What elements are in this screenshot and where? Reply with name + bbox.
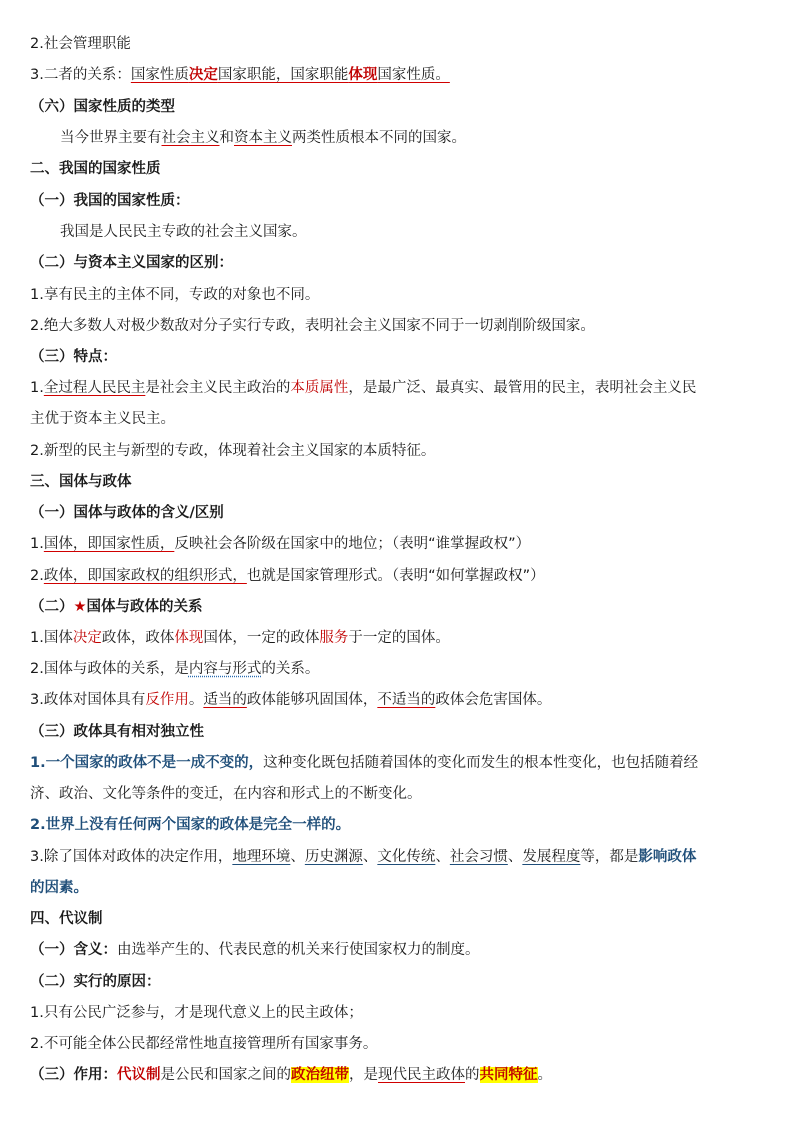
- line-zhengti: 2.政体，即国家政权的组织形式，也就是国家管理形式。（表明“如何掌握政权”）: [30, 568, 545, 584]
- line-reason-2: 2.不可能全体公民都经常性地直接管理所有国家事务。: [30, 1036, 378, 1052]
- line-difference-1: 1.享有民主的主体不同，专政的对象也不同。: [30, 287, 320, 303]
- line-features-2: 2.新型的民主与新型的专政，体现着社会主义国家的本质特征。: [30, 443, 436, 459]
- heading-relationship: （二）★国体与政体的关系: [30, 599, 203, 615]
- line-social-management: 2.社会管理职能: [30, 36, 131, 52]
- line-our-state: 我国是人民民主专政的社会主义国家。: [60, 224, 307, 240]
- line-relationship-2: 2.国体与政体的关系，是内容与形式的关系。: [30, 661, 320, 677]
- line-relationship-1: 1.国体决定政体，政体体现国体，一定的政体服务于一定的国体。: [30, 630, 450, 646]
- star-icon: ★: [73, 599, 87, 615]
- heading-section-three: 三、国体与政体: [30, 474, 132, 490]
- heading-section-four: 四、代议制: [30, 911, 103, 927]
- line-independence-1: 1.一个国家的政体不是一成不变的，这种变化既包括随着国体的变化而发生的根本性变化，也包括随着经: [30, 755, 699, 771]
- line-independence-2: 2.世界上没有任何两个国家的政体是完全一样的。: [30, 817, 351, 833]
- line-reason-1: 1.只有公民广泛参与，才是现代意义上的民主政体；: [30, 1005, 363, 1021]
- line-function: （三）作用：代议制是公民和国家之间的政治纽带，是现代民主政体的共同特征。: [30, 1067, 552, 1083]
- line-independence-3-cont: 的因素。: [30, 880, 88, 896]
- line-difference-2: 2.绝大多数人对极少数敌对分子实行专政，表明社会主义国家不同于一切剥削阶级国家。: [30, 318, 595, 334]
- line-two-types: 当今世界主要有社会主义和资本主义两类性质根本不同的国家。: [60, 130, 466, 146]
- heading-reasons: （二）实行的原因：: [30, 974, 161, 990]
- heading-meaning-difference: （一）国体与政体的含义/区别: [30, 505, 224, 521]
- line-independence-1-cont: 济、政治、文化等条件的变迁，在内容和形式上的不断变化。: [30, 786, 422, 802]
- heading-section-two: 二、我国的国家性质: [30, 161, 161, 177]
- heading-relative-independence: （三）政体具有相对独立性: [30, 724, 204, 740]
- line-features-1: 1.全过程人民民主是社会主义民主政治的本质属性，是最广泛、最真实、最管用的民主，表明社会主义民: [30, 380, 697, 396]
- line-meaning: （一）含义：由选举产生的、代表民意的机关来行使国家权力的制度。: [30, 942, 480, 958]
- line-guoti: 1.国体，即国家性质，反映社会各阶级在国家中的地位；（表明“谁掌握政权”）: [30, 536, 531, 552]
- heading-features: （三）特点：: [30, 349, 117, 365]
- line-relationship-3: 3.政体对国体具有反作用。适当的政体能够巩固国体，不适当的政体会危害国体。: [30, 692, 552, 708]
- line-relationship: 3.二者的关系：国家性质决定国家职能，国家职能体现国家性质。: [30, 67, 450, 83]
- line-independence-3: 3.除了国体对政体的决定作用，地理环境、历史渊源、文化传统、社会习惯、发展程度等，都是影响政体: [30, 849, 697, 865]
- heading-difference: （二）与资本主义国家的区别：: [30, 255, 233, 271]
- line-features-1-cont: 主优于资本主义民主。: [30, 411, 175, 427]
- heading-our-state-nature: （一）我国的国家性质：: [30, 193, 190, 209]
- heading-state-nature-types: （六）国家性质的类型: [30, 99, 175, 115]
